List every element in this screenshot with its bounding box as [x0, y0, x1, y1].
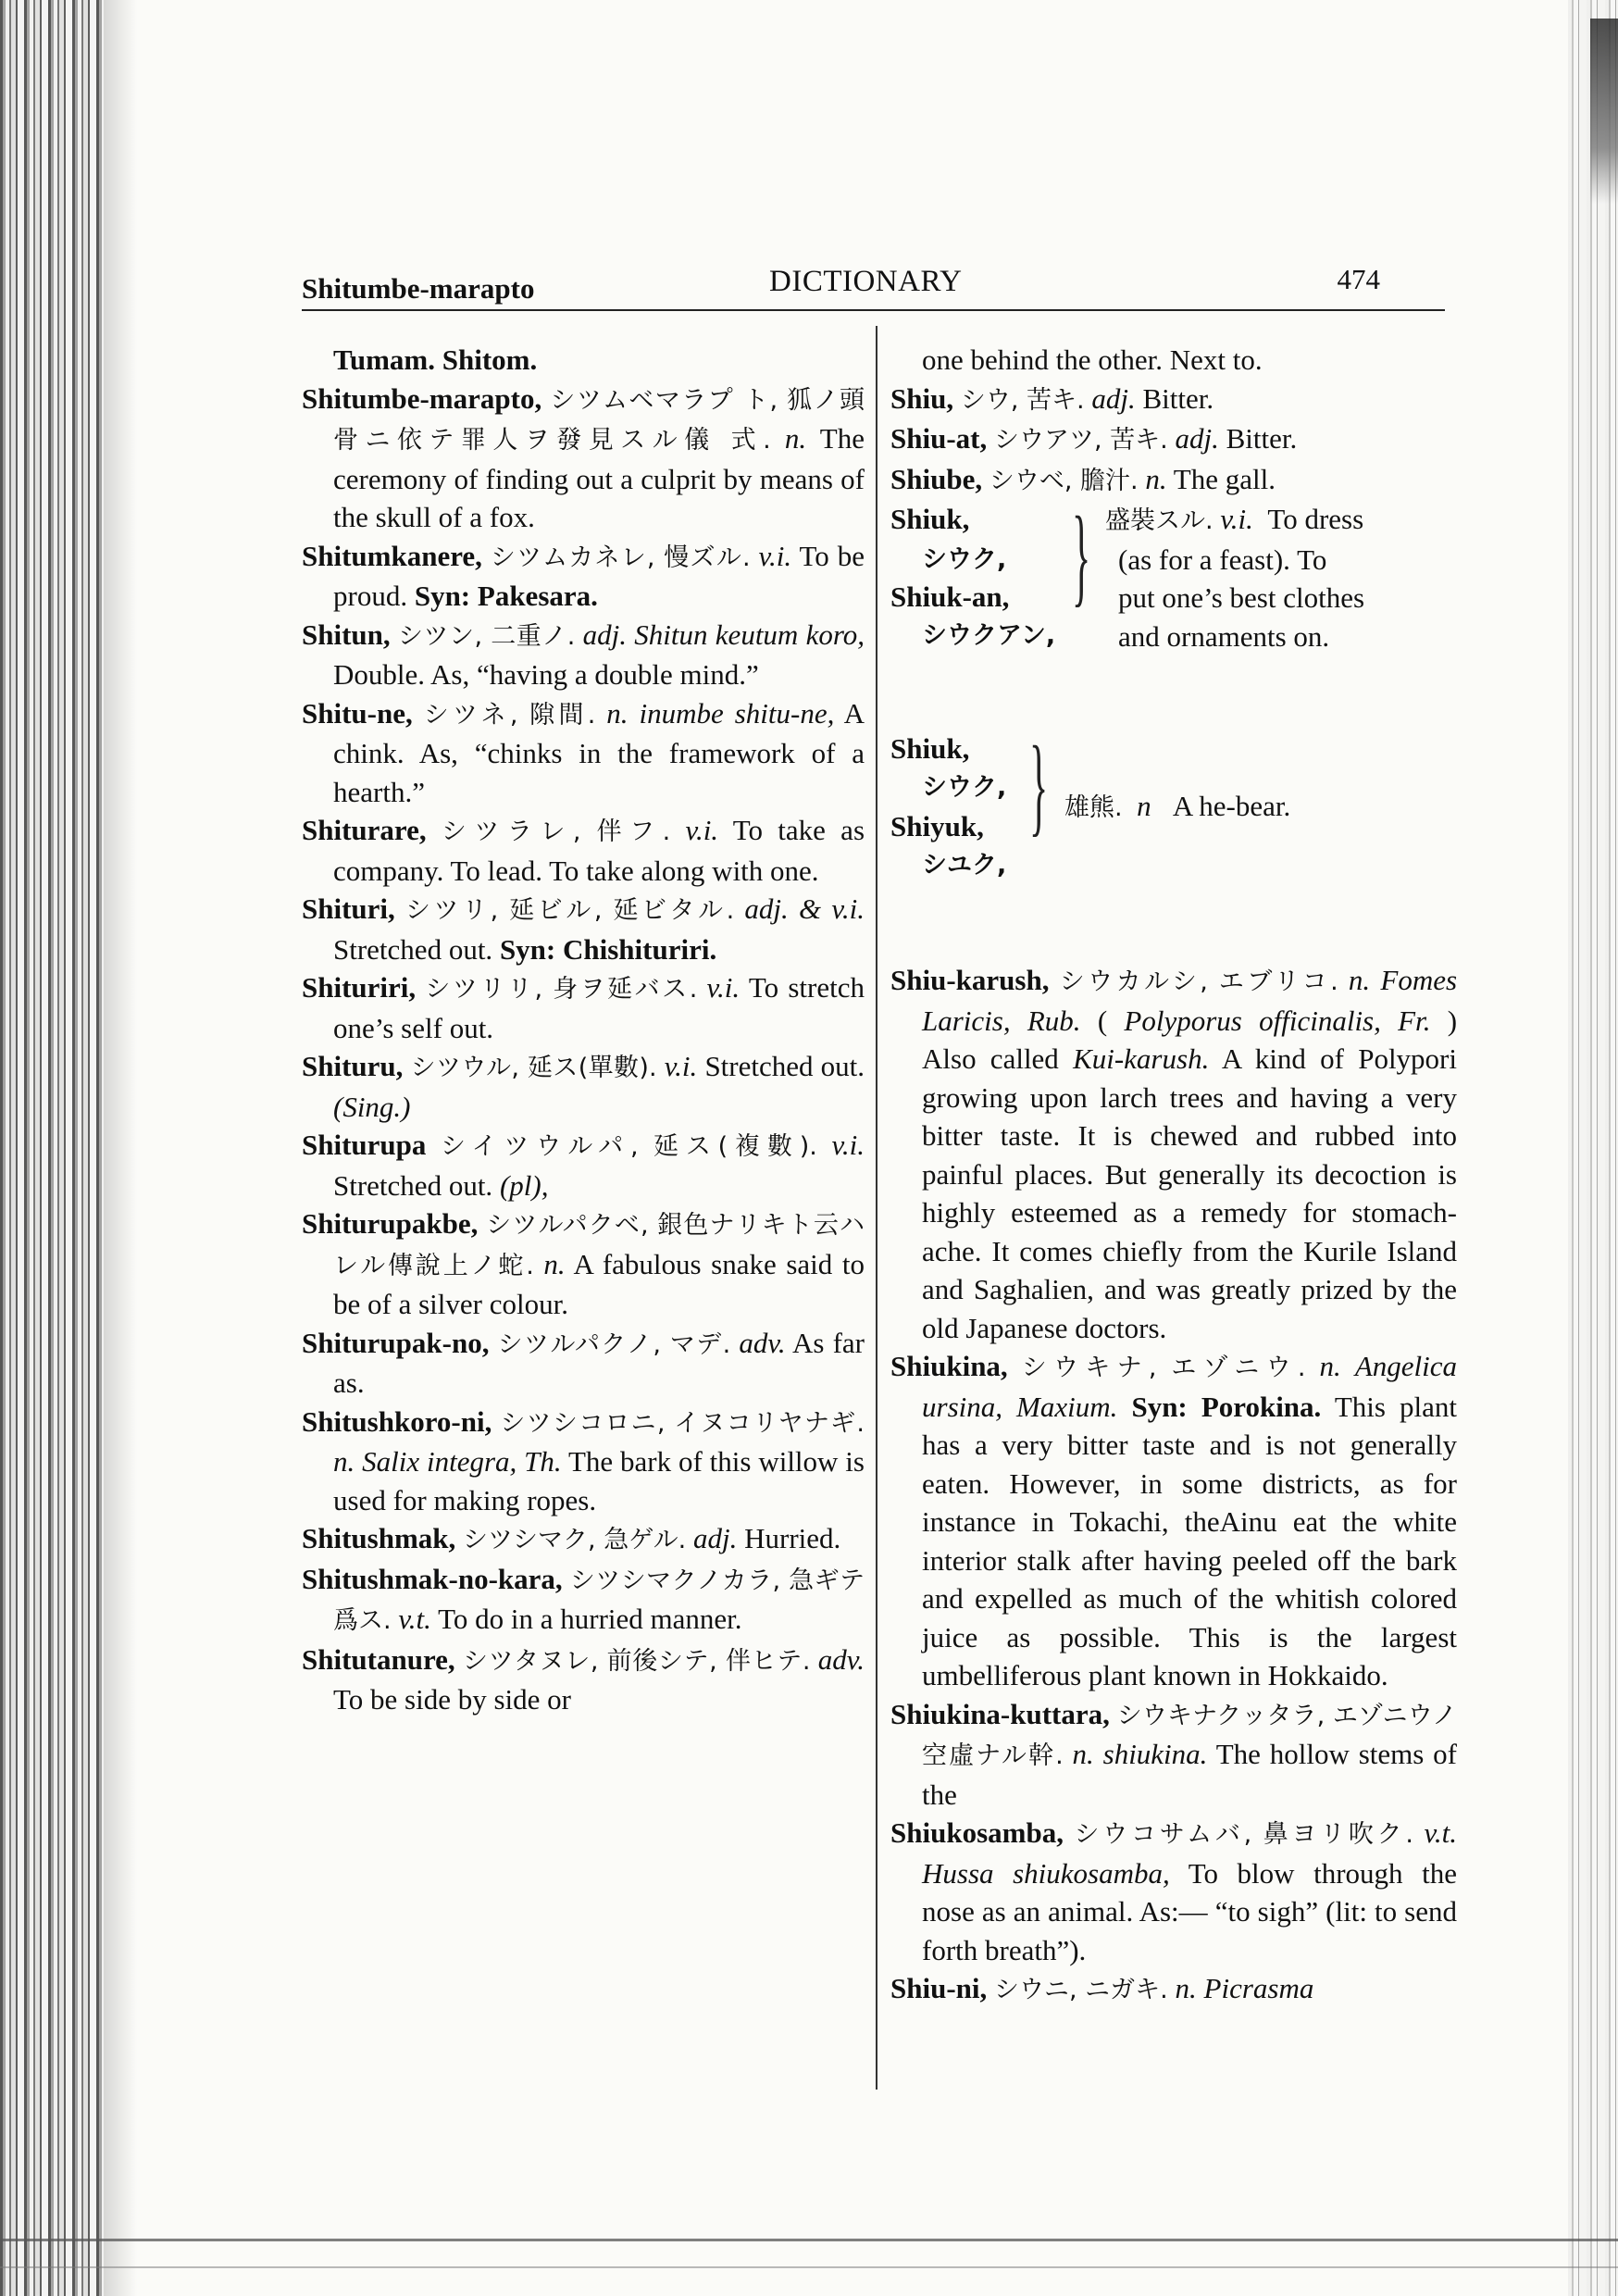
headword: Shituri,	[302, 892, 395, 925]
jp-gloss: シツシコロニ, イヌコリヤナギ.	[500, 1408, 865, 1438]
dictionary-entry	[890, 1347, 1457, 1695]
def-text: (Sing.)	[333, 1090, 411, 1123]
pos: n.	[1348, 964, 1371, 996]
def-text: To be proud.	[333, 539, 865, 612]
dictionary-entry	[302, 1403, 865, 1520]
headword: Shiturare,	[302, 814, 427, 846]
def-text: Double. As,	[333, 658, 477, 691]
headword: Shituru,	[302, 1050, 404, 1082]
dictionary-entry	[302, 1126, 865, 1204]
pos: adv.	[739, 1326, 786, 1359]
headword: Shitushmak-no-kara,	[302, 1562, 563, 1595]
headword: Shiturupak-no,	[302, 1326, 490, 1359]
header-rule	[302, 309, 1445, 311]
jp-gloss: シウキナクッタラ, エゾニウノ空虛ナル幹.	[922, 1701, 1457, 1770]
pos: v.i.	[664, 1050, 698, 1082]
pos: adv.	[817, 1642, 865, 1676]
headword-kana: シウク,	[922, 545, 1007, 574]
page-number: 474	[1337, 263, 1380, 295]
jp-gloss: シツムカネレ, 慢ズル.	[490, 543, 751, 572]
def-line: (as for a feast). To	[1118, 543, 1327, 576]
jp-gloss: シウ, 苦キ.	[960, 385, 1085, 415]
dictionary-entry	[890, 1969, 1457, 2010]
def-text: To take as company. To lead. To take along with one.	[333, 814, 865, 887]
example: Picrasma	[1203, 1972, 1314, 2004]
jp-gloss: シウベ, 膽汁.	[989, 466, 1139, 495]
pos: v.t.	[1424, 1816, 1458, 1849]
headword: Shiu-ni,	[890, 1972, 988, 2004]
pos: adj.	[1091, 381, 1136, 415]
pos: v.i.	[706, 971, 741, 1004]
jp-gloss: シツリ, 延ビル, 延ビタル.	[405, 896, 735, 925]
scan-bottom-line	[0, 2239, 1618, 2241]
pos: adj.	[1175, 422, 1219, 455]
synonym: Syn: Porokina.	[1131, 1390, 1322, 1423]
headword: Shiu-karush,	[890, 964, 1050, 996]
headword: Shiukina,	[890, 1350, 1008, 1382]
headword: Shiturupa	[302, 1129, 427, 1161]
example: Kui-karush.	[1073, 1042, 1210, 1075]
jp-gloss: シツルパクベ, 銀色ナリキト云ハレル傳說上ノ蛇.	[333, 1211, 865, 1280]
jp-gloss: シツリリ, 身ヲ延バス.	[425, 975, 698, 1004]
def-text: Stretched out.	[333, 1168, 493, 1202]
headword-kana: シウク,	[922, 773, 1007, 802]
jp-gloss: シツネ, 隙間.	[423, 700, 596, 730]
dictionary-entry	[890, 1695, 1457, 1815]
def-text: The hollow stems of the	[922, 1738, 1457, 1811]
jp-gloss: シウニ, ニガキ.	[994, 1976, 1168, 2004]
pos: adj. & v.i.	[744, 892, 865, 925]
jp-gloss: シツタヌレ, 前後シテ, 伴ヒテ.	[463, 1646, 811, 1676]
headword: Shiuk-an,	[890, 580, 1010, 613]
headword: Shitushmak,	[302, 1522, 456, 1554]
headword: Shiu,	[890, 381, 954, 415]
headword-kana: シウクアン,	[922, 621, 1056, 650]
def-text: “to sigh” (lit: to send forth breath”).	[922, 1895, 1458, 1966]
headword: Shitu-ne,	[302, 696, 413, 730]
headword: Shitumkanere,	[302, 539, 482, 572]
headword: Shiukosamba,	[890, 1816, 1064, 1849]
example: Fomes Laricis, Rub.	[922, 964, 1458, 1037]
def-text: A kind of Polypori growing upon larch trees and having a very bitter taste. It is chewed and rubbed into painful places. But generally its decoction is highly esteemed as a remedy for stomach-ache. It comes chiefly from the Kurile Island and Saghalien, and was greatly prized by the old Japanese doctors.	[922, 1042, 1457, 1344]
headword: Shiuk,	[890, 503, 970, 535]
jp-gloss: シウアツ, 苦キ.	[993, 426, 1168, 455]
dictionary-entry	[302, 341, 865, 380]
headword: Shiturupakbe,	[302, 1207, 479, 1240]
def-line: and ornaments on.	[1118, 619, 1330, 653]
dictionary-entry	[302, 811, 865, 890]
pos: v.i.	[685, 814, 719, 846]
left-column	[302, 341, 865, 1719]
scan-edge-left	[0, 0, 104, 2296]
example: Salix integra, Th.	[362, 1445, 562, 1478]
dictionary-entry	[302, 890, 865, 968]
def-text: Stretched out.	[704, 1050, 865, 1082]
dictionary-entry	[302, 380, 865, 537]
brace-definition	[1105, 500, 1457, 655]
headword: Shitumbe-marapto,	[302, 381, 542, 415]
brace-entry-shiuk-dress	[890, 493, 1457, 730]
def-text: Stretched out.	[333, 932, 493, 966]
dictionary-entry	[890, 1814, 1457, 1969]
pos: n.	[606, 696, 629, 730]
synonym: Syn: Chishituriri.	[499, 932, 717, 966]
jp-gloss: シツムベマラプ ト, 狐ノ頭骨ニ依テ罪人ヲ發見スル儀 式.	[333, 385, 865, 455]
headword: Shiube,	[890, 462, 983, 495]
def-text: The bark of this willow is used for making ropes.	[333, 1445, 865, 1516]
brace-icon: }	[1072, 493, 1091, 617]
brace-definition	[1064, 787, 1290, 828]
dictionary-entry	[890, 460, 1457, 501]
scan-bottom-line-2	[0, 2266, 1618, 2268]
def-line: put one’s best clothes	[1118, 581, 1365, 614]
page-header	[302, 263, 1445, 311]
example: Hussa shiukosamba,	[922, 1856, 1170, 1890]
pos: n.	[1072, 1738, 1094, 1770]
dictionary-entry	[302, 1519, 865, 1560]
jp-gloss: 雄熊.	[1064, 793, 1123, 822]
jp-gloss: シツルパクノ, マデ.	[497, 1329, 731, 1359]
pos: v.i.	[758, 539, 792, 572]
jp-gloss: シウキナ, エゾニウ.	[1021, 1354, 1306, 1382]
brace-icon: }	[1029, 723, 1049, 846]
dictionary-title: DICTIONARY	[769, 265, 963, 298]
dictionary-entry	[302, 616, 865, 694]
pos: n.	[1175, 1972, 1197, 2004]
pos: n.	[1145, 462, 1167, 495]
headword: Shiukina-kuttara,	[890, 1697, 1110, 1730]
def-text: The gall.	[1173, 462, 1276, 495]
def-text: Bitter.	[1142, 381, 1214, 415]
def-text: As far as.	[333, 1326, 865, 1399]
def-text: Hurried.	[744, 1522, 841, 1554]
def-text: ) Also called	[922, 1004, 1458, 1075]
example: Shitun keutum koro,	[634, 618, 865, 651]
pos: n.	[333, 1445, 355, 1478]
headword: Shituriri,	[302, 971, 417, 1004]
right-column	[890, 341, 1457, 2010]
def-text: To stretch one’s self out.	[333, 971, 865, 1044]
def-text: “having a double mind.”	[477, 658, 759, 691]
dictionary-entry	[302, 694, 865, 812]
pos: v.i.	[831, 1129, 865, 1161]
pos: n	[1137, 790, 1151, 822]
dictionary-entry	[302, 1641, 865, 1719]
dictionary-entry	[890, 419, 1457, 460]
def-text: Bitter.	[1226, 422, 1298, 455]
headword: Shitushkoro-ni,	[302, 1404, 492, 1438]
def-text: To blow through the nose as an animal. As:—	[922, 1856, 1457, 1928]
dictionary-entry	[302, 1324, 865, 1403]
jp-gloss: シツラレ, 伴フ.	[441, 817, 671, 846]
example: Polyporus officinalis, Fr.	[1124, 1004, 1431, 1037]
jp-gloss: シツシマクノカラ, 急ギテ爲ス.	[333, 1566, 865, 1635]
pos: n.	[543, 1247, 566, 1280]
headword: Shitutanure,	[302, 1642, 455, 1676]
dictionary-entry	[302, 1560, 865, 1641]
def-text: (pl),	[499, 1168, 549, 1202]
headword: Shiu-at,	[890, 422, 988, 455]
def-text: To be side by side or	[333, 1683, 571, 1716]
continued-text: one behind the other. Next to.	[922, 343, 1263, 376]
example: Angelica ursina, Maxium.	[922, 1350, 1458, 1423]
headword: Shiyuk,	[890, 810, 984, 842]
dictionary-entry	[890, 380, 1457, 420]
jp-gloss: シツン, 二重ノ.	[397, 621, 576, 651]
def-text: This plant has a very bitter taste and is not generally eaten. However, in some districts, as for instance in Tokachi, theAinu eat the white interior stalk after having peeled off the bark and expelled as much of the whitish colored juice as possible. This is the largest umbelliferous plant known in Hokkaido.	[922, 1390, 1457, 1691]
dictionary-entry	[890, 961, 1457, 1347]
jp-gloss: シイツウルパ, 延ス(複數).	[441, 1132, 817, 1161]
pos: n.	[1319, 1350, 1341, 1382]
running-head: Shitumbe-marapto	[302, 272, 535, 305]
jp-gloss: シウカルシ, エブリコ.	[1059, 967, 1338, 996]
pos: adj.	[693, 1522, 738, 1554]
scan-edge-right	[1568, 0, 1618, 2296]
dictionary-entry	[302, 1047, 865, 1126]
def-text: A he-bear.	[1172, 790, 1291, 822]
pos: v.i.	[1220, 503, 1253, 535]
scan-shadow-left	[104, 0, 137, 2296]
def-text: The ceremony of finding out a culprit by means of the skull of a fox.	[333, 422, 865, 533]
jp-gloss: シウコサムバ, 鼻ヨリ吹ク.	[1074, 1820, 1413, 1849]
dictionary-entry	[302, 1204, 865, 1324]
jp-gloss: シツウル, 延ス(單數).	[410, 1054, 657, 1082]
example: shiukina.	[1102, 1738, 1208, 1770]
def-text: A fabulous snake said to be of a silver colour.	[333, 1247, 865, 1320]
def-text: To do in a hurried manner.	[438, 1603, 742, 1635]
dictionary-entry	[302, 537, 865, 616]
dictionary-entry	[302, 968, 865, 1047]
headword: Shiuk,	[890, 732, 970, 765]
def-text: “chinks in the framework of a hearth.”	[333, 737, 865, 808]
scan-mark-right	[1590, 19, 1618, 204]
jp-gloss: シツシマク, 急ゲル.	[463, 1526, 687, 1554]
column-divider	[876, 326, 877, 2090]
pos: v.t.	[398, 1603, 431, 1635]
def-text: A chink. As,	[333, 696, 865, 769]
example: inumbe shitu-ne,	[639, 696, 835, 730]
def-text: (	[1097, 1004, 1108, 1037]
pos: n.	[784, 422, 807, 455]
pos: adj.	[582, 618, 628, 651]
synonym: Syn: Pakesara.	[414, 580, 598, 612]
continued-text: Tumam. Shitom.	[333, 343, 538, 376]
headword-kana: シユク,	[922, 851, 1007, 880]
brace-entry-shiuk-bear	[890, 723, 1457, 961]
headword: Shitun,	[302, 618, 391, 651]
def-line: To dress	[1267, 503, 1364, 535]
jp-gloss: 盛裝スル.	[1105, 506, 1214, 535]
